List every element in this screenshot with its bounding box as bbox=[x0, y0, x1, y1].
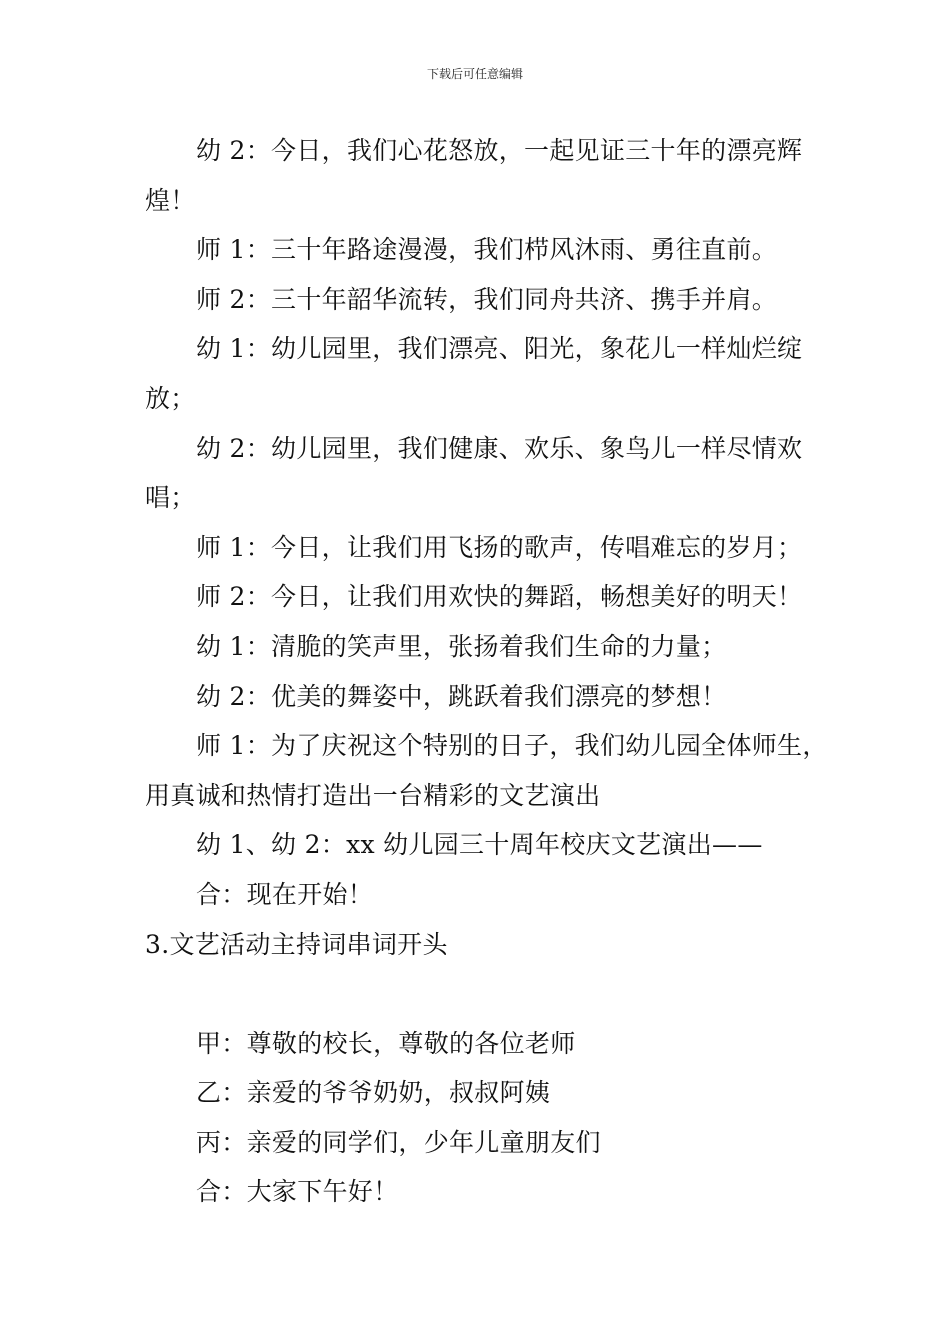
paragraph-line: 合：大家下午好！ bbox=[196, 1177, 399, 1207]
paragraph-line: 师 1：为了庆祝这个特别的日子，我们幼儿园全体师生， bbox=[196, 731, 828, 761]
paragraph-line: 幼 1：清脆的笑声里，张扬着我们生命的力量； bbox=[196, 631, 727, 661]
paragraph-line: 幼 2：幼儿园里，我们健康、欢乐、象鸟儿一样尽情欢 bbox=[196, 433, 803, 463]
paragraph-line: 师 2：三十年韶华流转，我们同舟共济、携手并肩。 bbox=[196, 284, 778, 314]
paragraph-line: 幼 1、幼 2：xx 幼儿园三十周年校庆文艺演出—— bbox=[196, 830, 763, 860]
paragraph-line: 幼 1：幼儿园里，我们漂亮、阳光，象花儿一样灿烂绽 bbox=[196, 334, 803, 364]
paragraph-line: 放； bbox=[145, 383, 196, 413]
paragraph-line: 幼 2：今日，我们心花怒放，一起见证三十年的漂亮辉 bbox=[196, 136, 803, 165]
document-body bbox=[145, 126, 828, 1217]
paragraph-line: 唱； bbox=[145, 483, 196, 513]
paragraph-line: 乙：亲爱的爷爷奶奶，叔叔阿姨 bbox=[196, 1078, 551, 1108]
paragraph-line: 师 2：今日，让我们用欢快的舞蹈，畅想美好的明天！ bbox=[196, 582, 803, 612]
page-header: 下载后可任意编辑 bbox=[426, 67, 523, 81]
section-heading: 3.文艺活动主持词串词开头 bbox=[145, 929, 448, 959]
paragraph-line: 煌！ bbox=[145, 185, 196, 215]
paragraph-line: 用真诚和热情打造出一台精彩的文艺演出 bbox=[145, 780, 601, 810]
paragraph-line: 合：现在开始！ bbox=[196, 879, 374, 909]
paragraph-line: 甲：尊敬的校长，尊敬的各位老师 bbox=[196, 1028, 576, 1058]
paragraph-line: 丙：亲爱的同学们，少年儿童朋友们 bbox=[196, 1127, 601, 1157]
paragraph-line: 师 1：三十年路途漫漫，我们栉风沐雨、勇往直前。 bbox=[196, 235, 778, 265]
paragraph-line: 幼 2：优美的舞姿中，跳跃着我们漂亮的梦想！ bbox=[196, 681, 727, 711]
paragraph-line: 师 1：今日，让我们用飞扬的歌声，传唱难忘的岁月； bbox=[196, 532, 803, 562]
blank-line bbox=[145, 969, 815, 1019]
